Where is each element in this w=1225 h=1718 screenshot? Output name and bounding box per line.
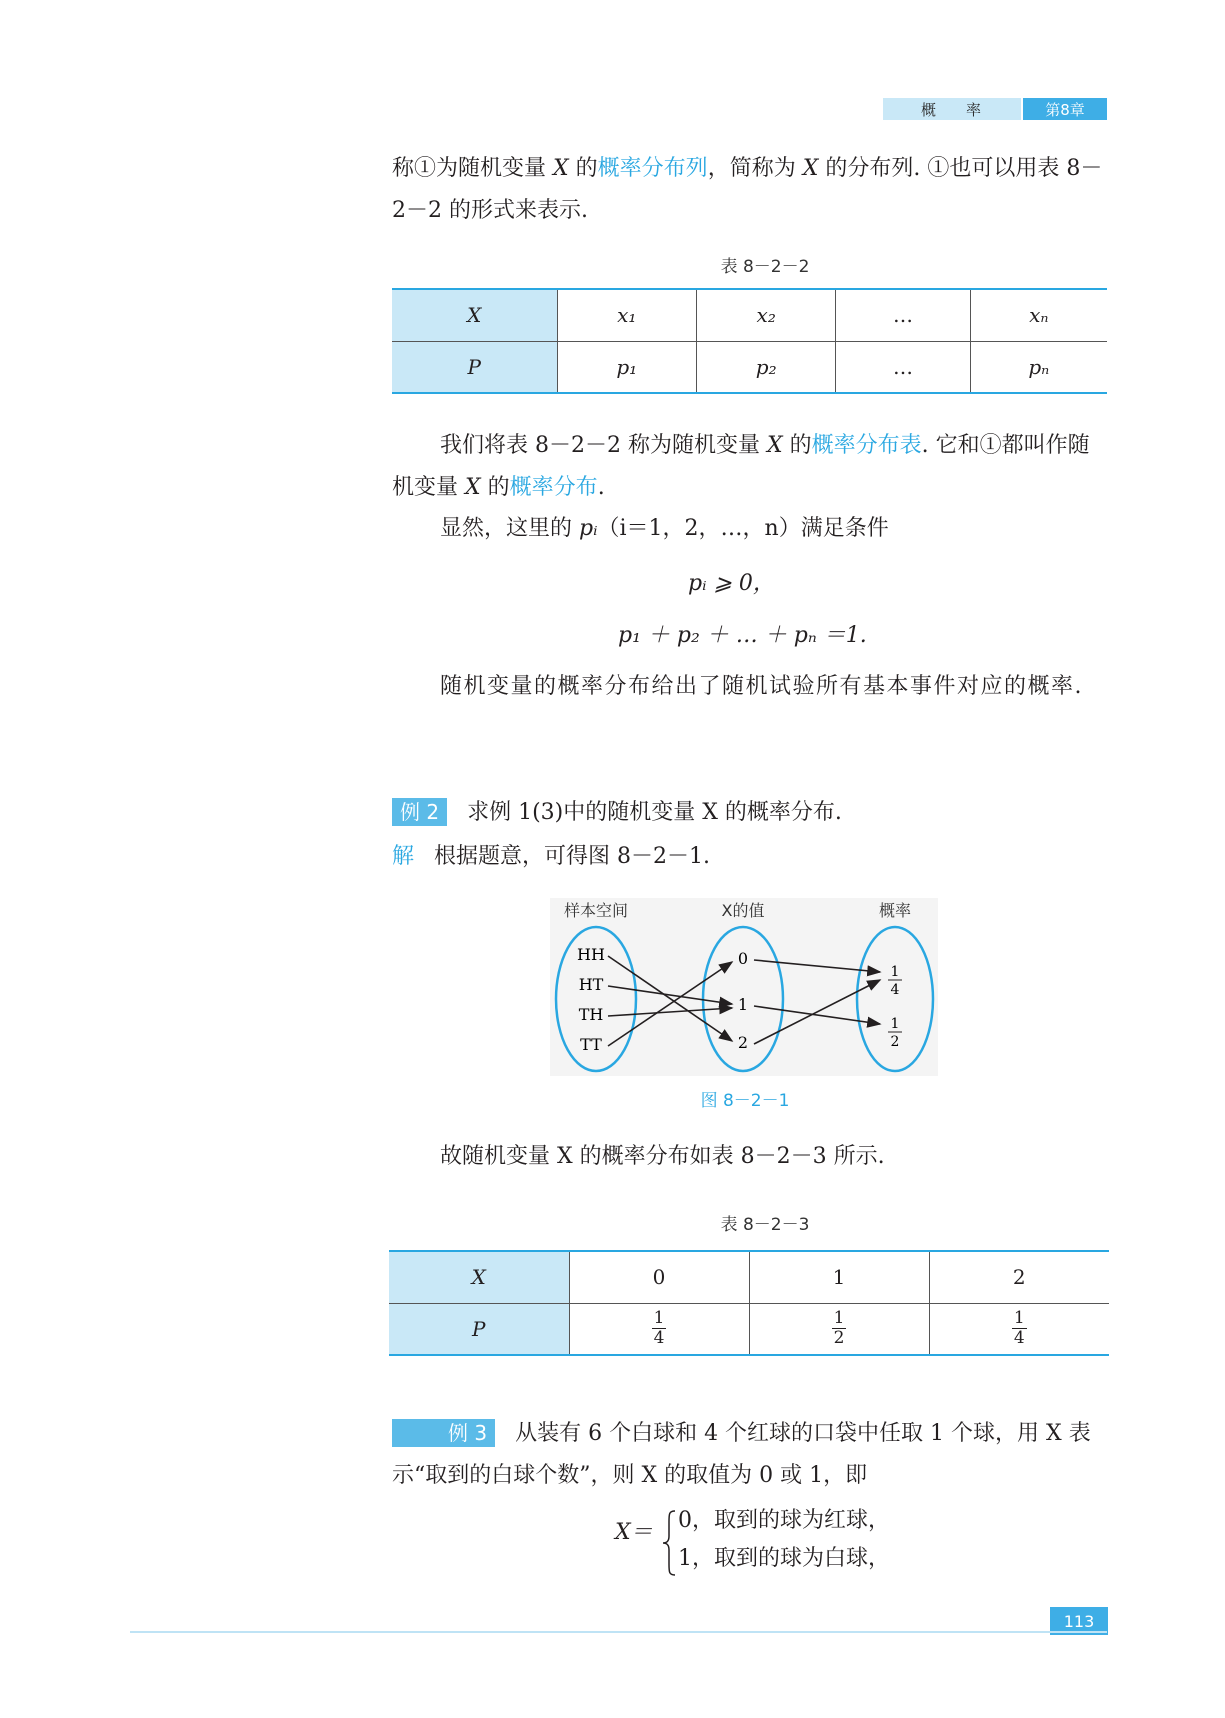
- header-section: 概率: [883, 98, 1021, 120]
- fraction-num: 1: [833, 1308, 845, 1329]
- solution-tag: 解: [392, 844, 415, 869]
- table2-row-x: [389, 1251, 1109, 1303]
- table1-row-p: [392, 341, 1107, 393]
- table1-cell: …: [836, 289, 970, 341]
- example-2-text: 求例 1(3)中的随机变量 X 的概率分布.: [467, 800, 842, 825]
- table1-cell: pₙ: [970, 341, 1107, 393]
- mapping-diagram: [550, 898, 938, 1076]
- p2-text-d: 的: [480, 475, 510, 500]
- p2-keyword: 概率分布表: [811, 433, 922, 458]
- p1-var-x2: X: [802, 156, 819, 181]
- footer-line: [130, 1631, 1107, 1633]
- table-8-2-2: [392, 288, 1107, 394]
- p2-text-b: 的: [782, 433, 812, 458]
- table2-p-label: P: [389, 1303, 569, 1355]
- prob-quarter-num: 1: [890, 964, 900, 980]
- table1-cell: xₙ: [970, 289, 1107, 341]
- prob-half-num: 1: [890, 1016, 900, 1032]
- p1-keyword: 概率分布列: [597, 156, 708, 181]
- table1-cell: p₁: [557, 341, 696, 393]
- piecewise-case-red: 0，取到的球为红球，: [678, 1508, 890, 1533]
- example-3-tag: 例 3: [392, 1419, 495, 1447]
- example-2-tag: 例 2: [392, 798, 447, 826]
- header-sample-space: 样本空间: [563, 901, 629, 920]
- table2-cell: [929, 1303, 1109, 1355]
- example-3-text: 从装有 6 个白球和 4 个红球的口袋中任取 1 个球，用 X 表示“取到的白球个数”，则 X 的取值为 0 或 1，即: [392, 1421, 1091, 1488]
- piecewise-cases: [678, 1502, 890, 1578]
- table2-cell: 1: [749, 1251, 929, 1303]
- paragraph-5: 故随机变量 X 的概率分布如表 8－2－3 所示.: [440, 1144, 885, 1169]
- p3-text-b: （i＝1，2，…，n）满足条件: [597, 516, 889, 541]
- fraction-den: 4: [653, 1328, 665, 1349]
- table1-cell: x₁: [557, 289, 696, 341]
- value-2: 2: [737, 1033, 749, 1052]
- fraction-num: 1: [653, 1308, 665, 1329]
- p2-var-x2: X: [465, 475, 481, 500]
- piecewise-lhs-text: X＝: [615, 1520, 653, 1545]
- p1-var-x: X: [553, 156, 569, 181]
- table2-caption: 表 8－2－3: [720, 1215, 810, 1235]
- solution-text: 根据题意，可得图 8－2－1.: [434, 844, 710, 869]
- formula-nonnegative: pᵢ ⩾ 0，: [688, 571, 775, 596]
- formula-sum: p₁ ＋ p₂ ＋ … ＋ pₙ ＝1.: [618, 623, 867, 648]
- p3-var-pi: pᵢ: [579, 516, 598, 541]
- sample-tt: TT: [580, 1035, 602, 1054]
- table1-cell: X: [392, 289, 557, 341]
- example-2: [392, 792, 1107, 834]
- solution: [392, 836, 1107, 878]
- p2-text-c: . 它和①都叫作随机变量: [392, 433, 1090, 500]
- paragraph-3: [392, 508, 1107, 550]
- table1-cell: P: [392, 341, 557, 393]
- value-0: 0: [737, 949, 749, 968]
- p2-text-e: .: [597, 475, 605, 500]
- table2-cell: [749, 1303, 929, 1355]
- figure-caption: 图 8－2－1: [700, 1091, 790, 1111]
- table2-cell: 0: [569, 1251, 749, 1303]
- paragraph-2: [392, 425, 1107, 509]
- p1-text-c: ，简称为: [707, 156, 803, 181]
- example-3: [392, 1413, 1107, 1497]
- sample-th: TH: [578, 1005, 604, 1024]
- table2-row-p: [389, 1303, 1109, 1355]
- p1-text-a: 称①为随机变量: [392, 156, 553, 181]
- fraction-num: 1: [1013, 1308, 1025, 1329]
- p2-keyword-2: 概率分布: [509, 475, 598, 500]
- table2-cell: [569, 1303, 749, 1355]
- paragraph-1: [392, 148, 1107, 232]
- fraction: [652, 1309, 667, 1348]
- sample-hh: HH: [577, 945, 605, 964]
- table2-cell: 2: [929, 1251, 1109, 1303]
- header-chapter: 第8章: [1023, 98, 1107, 120]
- table1-caption: 表 8－2－2: [720, 257, 810, 277]
- fraction-den: 2: [833, 1328, 845, 1349]
- p2-text-a: 我们将表 8－2－2 称为随机变量: [440, 433, 767, 458]
- prob-quarter-den: 4: [890, 982, 900, 998]
- table2-x-label: X: [389, 1251, 569, 1303]
- p1-text-d: 的分布列. ①也可以用表 8－2－2 的形式来表示.: [392, 156, 1103, 223]
- table1-cell: …: [836, 341, 970, 393]
- value-1: 1: [737, 995, 749, 1014]
- p3-text-a: 显然，这里的: [440, 516, 579, 541]
- piecewise-lhs: [615, 1515, 653, 1546]
- header-probability: 概率: [878, 901, 912, 920]
- left-brace: [661, 1508, 677, 1578]
- fraction-den: 4: [1013, 1328, 1025, 1349]
- fraction: [1012, 1309, 1027, 1348]
- p1-text-b: 的: [568, 156, 598, 181]
- page-number: 113: [1050, 1607, 1108, 1635]
- sample-ht: HT: [578, 975, 604, 994]
- prob-half-den: 2: [890, 1034, 900, 1050]
- fraction: [832, 1309, 847, 1348]
- table1-cell: x₂: [696, 289, 835, 341]
- header-x-value: X的值: [721, 901, 765, 920]
- piecewise-case-white: 1，取到的球为白球，: [678, 1546, 890, 1571]
- table1-cell: p₂: [696, 341, 835, 393]
- paragraph-4: 随机变量的概率分布给出了随机试验所有基本事件对应的概率.: [440, 674, 1083, 699]
- table-8-2-3: [389, 1250, 1109, 1356]
- p2-var-x: X: [766, 433, 783, 458]
- table1-row-x: [392, 289, 1107, 341]
